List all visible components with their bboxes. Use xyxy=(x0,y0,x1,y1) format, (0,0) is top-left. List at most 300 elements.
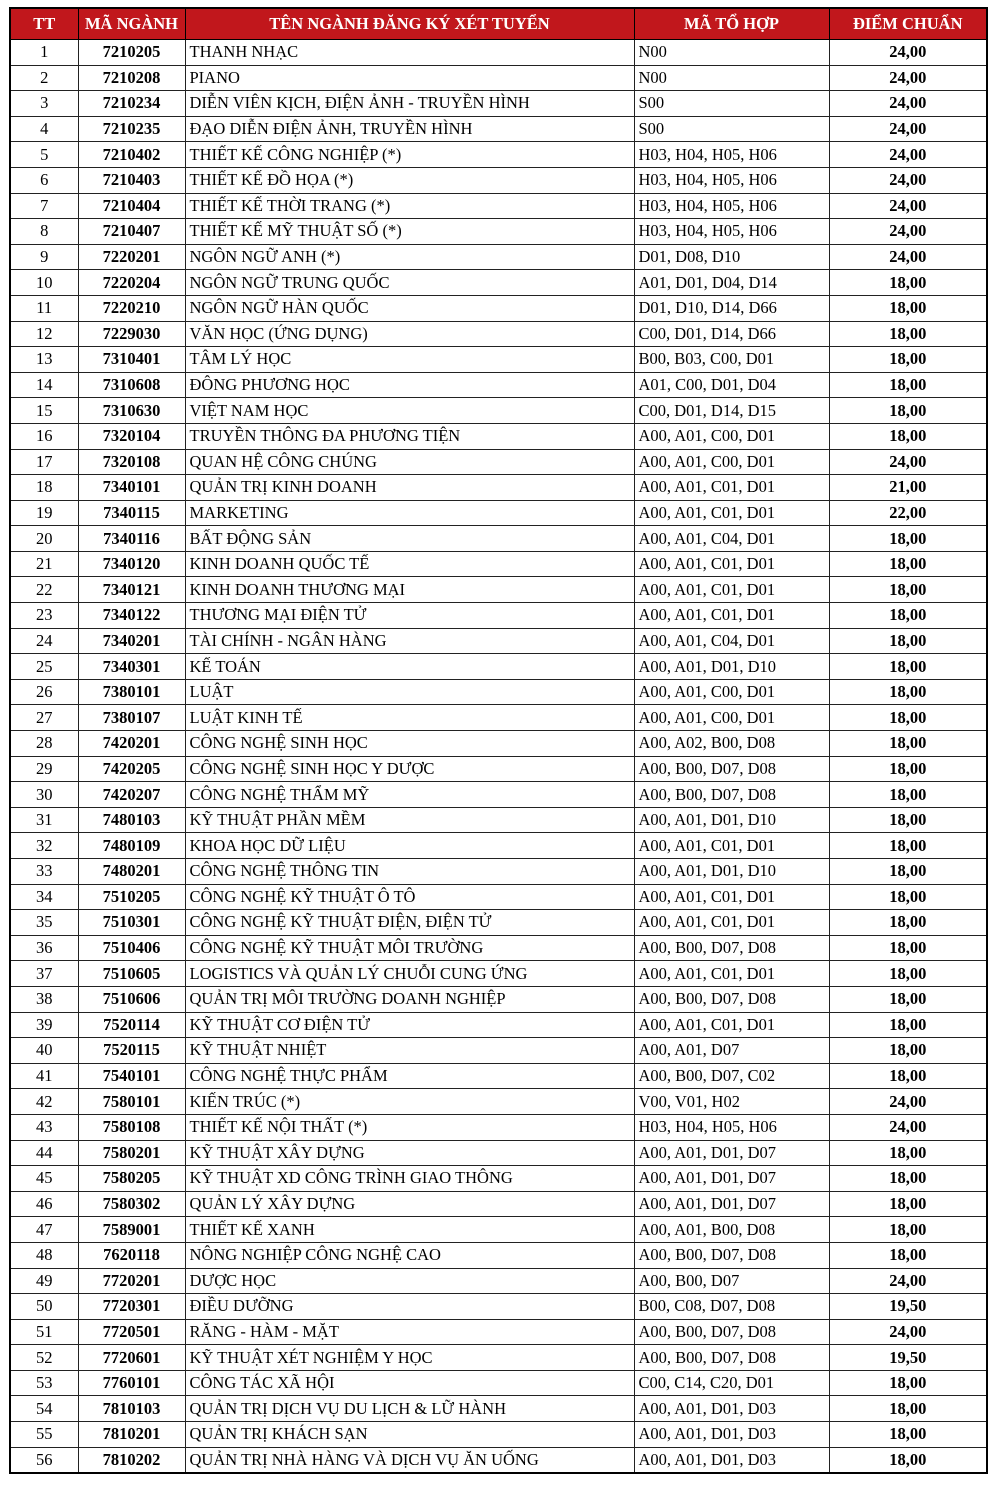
cell-major-name: KỸ THUẬT NHIỆT xyxy=(185,1038,634,1064)
cell-major-name: CÔNG NGHỆ SINH HỌC xyxy=(185,731,634,757)
cell-tt: 6 xyxy=(10,167,78,193)
cell-cutoff-score: 22,00 xyxy=(829,500,987,526)
admission-scores-table xyxy=(9,7,988,1474)
table-row xyxy=(10,193,987,219)
cell-subject-combo: H03, H04, H05, H06 xyxy=(634,1114,829,1140)
cell-major-name: ĐÔNG PHƯƠNG HỌC xyxy=(185,372,634,398)
table-row xyxy=(10,475,987,501)
table-row xyxy=(10,372,987,398)
cell-subject-combo: A00, A01, C01, D01 xyxy=(634,500,829,526)
cell-subject-combo: A00, B00, D07, C02 xyxy=(634,1063,829,1089)
cell-tt: 11 xyxy=(10,295,78,321)
table-row xyxy=(10,910,987,936)
table-header xyxy=(10,8,987,40)
cell-cutoff-score: 18,00 xyxy=(829,884,987,910)
cell-tt: 48 xyxy=(10,1242,78,1268)
table-row xyxy=(10,65,987,91)
cell-major-name: TRUYỀN THÔNG ĐA PHƯƠNG TIỆN xyxy=(185,423,634,449)
cell-tt: 32 xyxy=(10,833,78,859)
cell-tt: 41 xyxy=(10,1063,78,1089)
cell-tt: 13 xyxy=(10,347,78,373)
cell-cutoff-score: 18,00 xyxy=(829,423,987,449)
cell-tt: 36 xyxy=(10,935,78,961)
cell-major-name: THANH NHẠC xyxy=(185,40,634,66)
cell-subject-combo: A00, A01, D01, D07 xyxy=(634,1191,829,1217)
table-row xyxy=(10,116,987,142)
table-row xyxy=(10,347,987,373)
table-row xyxy=(10,526,987,552)
table-row xyxy=(10,1217,987,1243)
cell-major-name: THƯƠNG MẠI ĐIỆN TỬ xyxy=(185,603,634,629)
cell-cutoff-score: 18,00 xyxy=(829,1038,987,1064)
cell-tt: 27 xyxy=(10,705,78,731)
table-row xyxy=(10,756,987,782)
cell-major-code: 7229030 xyxy=(78,321,185,347)
cell-major-code: 7620118 xyxy=(78,1242,185,1268)
table-row xyxy=(10,1038,987,1064)
table-row xyxy=(10,731,987,757)
cell-subject-combo: A00, B00, D07 xyxy=(634,1268,829,1294)
cell-major-code: 7340301 xyxy=(78,654,185,680)
cell-subject-combo: A00, A01, B00, D08 xyxy=(634,1217,829,1243)
cell-tt: 44 xyxy=(10,1140,78,1166)
cell-tt: 29 xyxy=(10,756,78,782)
cell-cutoff-score: 18,00 xyxy=(829,628,987,654)
table-row xyxy=(10,1319,987,1345)
cell-major-name: KỸ THUẬT XD CÔNG TRÌNH GIAO THÔNG xyxy=(185,1166,634,1192)
cell-major-code: 7520115 xyxy=(78,1038,185,1064)
cell-major-code: 7210402 xyxy=(78,142,185,168)
cell-tt: 2 xyxy=(10,65,78,91)
cell-tt: 5 xyxy=(10,142,78,168)
cell-cutoff-score: 18,00 xyxy=(829,603,987,629)
cell-major-code: 7510205 xyxy=(78,884,185,910)
cell-major-name: KỸ THUẬT CƠ ĐIỆN TỬ xyxy=(185,1012,634,1038)
cell-cutoff-score: 18,00 xyxy=(829,986,987,1012)
cell-subject-combo: A00, A01, C00, D01 xyxy=(634,449,829,475)
cell-major-code: 7340121 xyxy=(78,577,185,603)
cell-cutoff-score: 24,00 xyxy=(829,449,987,475)
cell-tt: 22 xyxy=(10,577,78,603)
cell-subject-combo: A00, A01, D01, D07 xyxy=(634,1140,829,1166)
cell-major-name: CÔNG NGHỆ THỰC PHẨM xyxy=(185,1063,634,1089)
cell-tt: 40 xyxy=(10,1038,78,1064)
table-row xyxy=(10,1191,987,1217)
cell-major-name: VĂN HỌC (ỨNG DỤNG) xyxy=(185,321,634,347)
cell-tt: 23 xyxy=(10,603,78,629)
cell-tt: 49 xyxy=(10,1268,78,1294)
cell-tt: 25 xyxy=(10,654,78,680)
table-row xyxy=(10,321,987,347)
cell-subject-combo: S00 xyxy=(634,91,829,117)
cell-major-name: QUẢN TRỊ KHÁCH SẠN xyxy=(185,1422,634,1448)
cell-tt: 50 xyxy=(10,1294,78,1320)
cell-major-code: 7340120 xyxy=(78,551,185,577)
cell-subject-combo: D01, D10, D14, D66 xyxy=(634,295,829,321)
cell-major-name: KỸ THUẬT PHẦN MỀM xyxy=(185,807,634,833)
cell-tt: 42 xyxy=(10,1089,78,1115)
cell-major-code: 7810103 xyxy=(78,1396,185,1422)
cell-cutoff-score: 18,00 xyxy=(829,526,987,552)
cell-major-name: TÂM LÝ HỌC xyxy=(185,347,634,373)
header-row xyxy=(10,8,987,40)
cell-major-code: 7220201 xyxy=(78,244,185,270)
cell-major-name: MARKETING xyxy=(185,500,634,526)
cell-subject-combo: A00, A01, C00, D01 xyxy=(634,705,829,731)
cell-tt: 35 xyxy=(10,910,78,936)
cell-tt: 7 xyxy=(10,193,78,219)
table-row xyxy=(10,705,987,731)
cell-subject-combo: C00, C14, C20, D01 xyxy=(634,1370,829,1396)
cell-major-name: LOGISTICS VÀ QUẢN LÝ CHUỖI CUNG ỨNG xyxy=(185,961,634,987)
admission-scores-document xyxy=(9,7,986,1474)
cell-major-code: 7580201 xyxy=(78,1140,185,1166)
cell-major-code: 7510606 xyxy=(78,986,185,1012)
cell-major-code: 7310401 xyxy=(78,347,185,373)
cell-subject-combo: C00, D01, D14, D15 xyxy=(634,398,829,424)
cell-cutoff-score: 24,00 xyxy=(829,219,987,245)
cell-major-name: NGÔN NGỮ HÀN QUỐC xyxy=(185,295,634,321)
cell-major-name: KIẾN TRÚC (*) xyxy=(185,1089,634,1115)
cell-major-code: 7420205 xyxy=(78,756,185,782)
table-row xyxy=(10,270,987,296)
cell-major-code: 7310630 xyxy=(78,398,185,424)
cell-major-code: 7720601 xyxy=(78,1345,185,1371)
cell-cutoff-score: 18,00 xyxy=(829,372,987,398)
table-row xyxy=(10,654,987,680)
table-row xyxy=(10,423,987,449)
table-row xyxy=(10,961,987,987)
cell-subject-combo: V00, V01, H02 xyxy=(634,1089,829,1115)
cell-major-code: 7210208 xyxy=(78,65,185,91)
cell-cutoff-score: 24,00 xyxy=(829,91,987,117)
cell-major-code: 7340122 xyxy=(78,603,185,629)
table-row xyxy=(10,1140,987,1166)
table-row xyxy=(10,1063,987,1089)
table-row xyxy=(10,1012,987,1038)
cell-cutoff-score: 24,00 xyxy=(829,244,987,270)
table-row xyxy=(10,577,987,603)
cell-tt: 20 xyxy=(10,526,78,552)
cell-cutoff-score: 24,00 xyxy=(829,116,987,142)
cell-tt: 34 xyxy=(10,884,78,910)
cell-subject-combo: H03, H04, H05, H06 xyxy=(634,219,829,245)
cell-cutoff-score: 24,00 xyxy=(829,1319,987,1345)
cell-tt: 52 xyxy=(10,1345,78,1371)
cell-cutoff-score: 19,50 xyxy=(829,1345,987,1371)
cell-major-name: BẤT ĐỘNG SẢN xyxy=(185,526,634,552)
cell-subject-combo: A00, A01, D01, D10 xyxy=(634,807,829,833)
table-row xyxy=(10,1370,987,1396)
cell-cutoff-score: 18,00 xyxy=(829,705,987,731)
cell-major-code: 7510406 xyxy=(78,935,185,961)
cell-major-name: KINH DOANH THƯƠNG MẠI xyxy=(185,577,634,603)
cell-cutoff-score: 18,00 xyxy=(829,1140,987,1166)
cell-major-code: 7210407 xyxy=(78,219,185,245)
cell-major-name: KỸ THUẬT XÉT NGHIỆM Y HỌC xyxy=(185,1345,634,1371)
cell-subject-combo: A01, C00, D01, D04 xyxy=(634,372,829,398)
cell-cutoff-score: 18,00 xyxy=(829,756,987,782)
cell-subject-combo: A00, A01, C00, D01 xyxy=(634,679,829,705)
table-row xyxy=(10,1268,987,1294)
cell-cutoff-score: 18,00 xyxy=(829,782,987,808)
cell-subject-combo: A00, B00, D07, D08 xyxy=(634,1319,829,1345)
cell-cutoff-score: 18,00 xyxy=(829,1447,987,1473)
cell-cutoff-score: 18,00 xyxy=(829,1012,987,1038)
cell-subject-combo: A00, A01, C01, D01 xyxy=(634,475,829,501)
cell-cutoff-score: 18,00 xyxy=(829,833,987,859)
cell-major-name: NÔNG NGHIỆP CÔNG NGHỆ CAO xyxy=(185,1242,634,1268)
cell-subject-combo: A00, A01, C04, D01 xyxy=(634,526,829,552)
table-row xyxy=(10,449,987,475)
cell-tt: 31 xyxy=(10,807,78,833)
cell-cutoff-score: 18,00 xyxy=(829,1396,987,1422)
cell-major-name: CÔNG NGHỆ THẨM MỸ xyxy=(185,782,634,808)
table-row xyxy=(10,859,987,885)
cell-subject-combo: C00, D01, D14, D66 xyxy=(634,321,829,347)
cell-tt: 33 xyxy=(10,859,78,885)
cell-major-code: 7340101 xyxy=(78,475,185,501)
cell-major-code: 7340115 xyxy=(78,500,185,526)
cell-major-name: QUẢN TRỊ NHÀ HÀNG VÀ DỊCH VỤ ĂN UỐNG xyxy=(185,1447,634,1473)
cell-major-name: QUẢN TRỊ KINH DOANH xyxy=(185,475,634,501)
cell-major-name: ĐẠO DIỄN ĐIỆN ẢNH, TRUYỀN HÌNH xyxy=(185,116,634,142)
column-header-combo: MÃ TỔ HỢP xyxy=(634,8,829,40)
cell-subject-combo: D01, D08, D10 xyxy=(634,244,829,270)
cell-major-code: 7520114 xyxy=(78,1012,185,1038)
cell-cutoff-score: 24,00 xyxy=(829,1268,987,1294)
column-header-tt: TT xyxy=(10,8,78,40)
cell-major-code: 7210234 xyxy=(78,91,185,117)
cell-subject-combo: A00, A01, C01, D01 xyxy=(634,884,829,910)
cell-major-name: QUẢN TRỊ MÔI TRƯỜNG DOANH NGHIỆP xyxy=(185,986,634,1012)
cell-major-code: 7210403 xyxy=(78,167,185,193)
cell-tt: 47 xyxy=(10,1217,78,1243)
cell-cutoff-score: 18,00 xyxy=(829,1422,987,1448)
cell-major-code: 7540101 xyxy=(78,1063,185,1089)
table-row xyxy=(10,1294,987,1320)
cell-major-code: 7510301 xyxy=(78,910,185,936)
cell-major-name: CÔNG TÁC XÃ HỘI xyxy=(185,1370,634,1396)
cell-subject-combo: A00, A01, C01, D01 xyxy=(634,1012,829,1038)
cell-major-code: 7210404 xyxy=(78,193,185,219)
cell-cutoff-score: 18,00 xyxy=(829,961,987,987)
cell-cutoff-score: 21,00 xyxy=(829,475,987,501)
cell-subject-combo: A00, A01, C01, D01 xyxy=(634,910,829,936)
cell-cutoff-score: 18,00 xyxy=(829,577,987,603)
cell-subject-combo: A00, A01, C01, D01 xyxy=(634,603,829,629)
cell-major-name: VIỆT NAM HỌC xyxy=(185,398,634,424)
cell-major-name: DƯỢC HỌC xyxy=(185,1268,634,1294)
cell-tt: 1 xyxy=(10,40,78,66)
cell-tt: 46 xyxy=(10,1191,78,1217)
table-row xyxy=(10,1396,987,1422)
cell-cutoff-score: 18,00 xyxy=(829,859,987,885)
cell-subject-combo: A00, A01, C00, D01 xyxy=(634,423,829,449)
cell-subject-combo: B00, C08, D07, D08 xyxy=(634,1294,829,1320)
cell-tt: 54 xyxy=(10,1396,78,1422)
table-row xyxy=(10,219,987,245)
table-row xyxy=(10,1447,987,1473)
cell-major-name: THIẾT KẾ XANH xyxy=(185,1217,634,1243)
cell-cutoff-score: 18,00 xyxy=(829,270,987,296)
cell-tt: 56 xyxy=(10,1447,78,1473)
table-row xyxy=(10,1422,987,1448)
cell-subject-combo: A00, A01, C01, D01 xyxy=(634,961,829,987)
cell-major-code: 7580302 xyxy=(78,1191,185,1217)
cell-subject-combo: A00, A01, D07 xyxy=(634,1038,829,1064)
cell-major-name: KẾ TOÁN xyxy=(185,654,634,680)
cell-major-name: PIANO xyxy=(185,65,634,91)
cell-major-code: 7220204 xyxy=(78,270,185,296)
cell-tt: 19 xyxy=(10,500,78,526)
cell-subject-combo: A00, A01, C01, D01 xyxy=(634,577,829,603)
cell-cutoff-score: 18,00 xyxy=(829,1370,987,1396)
cell-major-name: LUẬT KINH TẾ xyxy=(185,705,634,731)
cell-major-code: 7720201 xyxy=(78,1268,185,1294)
cell-major-code: 7580108 xyxy=(78,1114,185,1140)
cell-tt: 37 xyxy=(10,961,78,987)
table-row xyxy=(10,603,987,629)
cell-tt: 24 xyxy=(10,628,78,654)
table-row xyxy=(10,935,987,961)
cell-major-code: 7380107 xyxy=(78,705,185,731)
cell-subject-combo: A00, A01, D01, D10 xyxy=(634,654,829,680)
cell-major-code: 7210235 xyxy=(78,116,185,142)
cell-subject-combo: A00, B00, D07, D08 xyxy=(634,1242,829,1268)
cell-major-code: 7420201 xyxy=(78,731,185,757)
cell-subject-combo: H03, H04, H05, H06 xyxy=(634,193,829,219)
cell-major-name: QUẢN LÝ XÂY DỰNG xyxy=(185,1191,634,1217)
cell-major-code: 7340116 xyxy=(78,526,185,552)
cell-major-code: 7480109 xyxy=(78,833,185,859)
cell-major-name: NGÔN NGỮ ANH (*) xyxy=(185,244,634,270)
column-header-code: MÃ NGÀNH xyxy=(78,8,185,40)
cell-major-code: 7720501 xyxy=(78,1319,185,1345)
table-row xyxy=(10,40,987,66)
cell-major-code: 7810202 xyxy=(78,1447,185,1473)
column-header-name: TÊN NGÀNH ĐĂNG KÝ XÉT TUYỂN xyxy=(185,8,634,40)
cell-subject-combo: A00, B00, D07, D08 xyxy=(634,986,829,1012)
cell-subject-combo: A00, B00, D07, D08 xyxy=(634,935,829,961)
table-row xyxy=(10,398,987,424)
cell-tt: 3 xyxy=(10,91,78,117)
cell-major-name: QUẢN TRỊ DỊCH VỤ DU LỊCH & LỮ HÀNH xyxy=(185,1396,634,1422)
cell-cutoff-score: 18,00 xyxy=(829,807,987,833)
table-row xyxy=(10,833,987,859)
cell-cutoff-score: 24,00 xyxy=(829,193,987,219)
cell-major-code: 7760101 xyxy=(78,1370,185,1396)
cell-major-name: CÔNG NGHỆ THÔNG TIN xyxy=(185,859,634,885)
cell-subject-combo: A00, A01, D01, D07 xyxy=(634,1166,829,1192)
cell-major-code: 7310608 xyxy=(78,372,185,398)
cell-major-code: 7380101 xyxy=(78,679,185,705)
cell-cutoff-score: 18,00 xyxy=(829,910,987,936)
cell-major-code: 7580101 xyxy=(78,1089,185,1115)
cell-tt: 55 xyxy=(10,1422,78,1448)
cell-major-code: 7210205 xyxy=(78,40,185,66)
table-row xyxy=(10,295,987,321)
table-row xyxy=(10,1089,987,1115)
table-row xyxy=(10,142,987,168)
table-row xyxy=(10,884,987,910)
cell-subject-combo: A00, A01, D01, D10 xyxy=(634,859,829,885)
cell-major-name: KHOA HỌC DỮ LIỆU xyxy=(185,833,634,859)
cell-subject-combo: A00, A01, C04, D01 xyxy=(634,628,829,654)
cell-cutoff-score: 24,00 xyxy=(829,1089,987,1115)
cell-subject-combo: A00, B00, D07, D08 xyxy=(634,756,829,782)
cell-subject-combo: A00, B00, D07, D08 xyxy=(634,782,829,808)
cell-cutoff-score: 18,00 xyxy=(829,935,987,961)
cell-major-code: 7480201 xyxy=(78,859,185,885)
cell-tt: 9 xyxy=(10,244,78,270)
cell-major-name: DIỄN VIÊN KỊCH, ĐIỆN ẢNH - TRUYỀN HÌNH xyxy=(185,91,634,117)
table-row xyxy=(10,1345,987,1371)
cell-cutoff-score: 24,00 xyxy=(829,40,987,66)
cell-subject-combo: A00, B00, D07, D08 xyxy=(634,1345,829,1371)
table-row xyxy=(10,679,987,705)
table-row xyxy=(10,500,987,526)
cell-tt: 8 xyxy=(10,219,78,245)
cell-cutoff-score: 18,00 xyxy=(829,1242,987,1268)
cell-major-code: 7220210 xyxy=(78,295,185,321)
cell-major-name: ĐIỀU DƯỠNG xyxy=(185,1294,634,1320)
cell-cutoff-score: 18,00 xyxy=(829,679,987,705)
table-row xyxy=(10,1114,987,1140)
cell-major-name: QUAN HỆ CÔNG CHÚNG xyxy=(185,449,634,475)
cell-major-code: 7589001 xyxy=(78,1217,185,1243)
cell-cutoff-score: 18,00 xyxy=(829,295,987,321)
cell-major-name: KỸ THUẬT XÂY DỰNG xyxy=(185,1140,634,1166)
cell-tt: 10 xyxy=(10,270,78,296)
cell-cutoff-score: 18,00 xyxy=(829,398,987,424)
cell-subject-combo: B00, B03, C00, D01 xyxy=(634,347,829,373)
cell-major-name: THIẾT KẾ CÔNG NGHIỆP (*) xyxy=(185,142,634,168)
cell-tt: 45 xyxy=(10,1166,78,1192)
cell-major-name: THIẾT KẾ THỜI TRANG (*) xyxy=(185,193,634,219)
cell-cutoff-score: 18,00 xyxy=(829,1191,987,1217)
cell-tt: 17 xyxy=(10,449,78,475)
cell-tt: 15 xyxy=(10,398,78,424)
cell-major-code: 7420207 xyxy=(78,782,185,808)
cell-major-name: CÔNG NGHỆ SINH HỌC Y DƯỢC xyxy=(185,756,634,782)
cell-subject-combo: H03, H04, H05, H06 xyxy=(634,142,829,168)
cell-cutoff-score: 18,00 xyxy=(829,1217,987,1243)
column-header-score: ĐIỂM CHUẨN xyxy=(829,8,987,40)
cell-cutoff-score: 24,00 xyxy=(829,65,987,91)
cell-major-name: CÔNG NGHỆ KỸ THUẬT Ô TÔ xyxy=(185,884,634,910)
table-row xyxy=(10,91,987,117)
table-row xyxy=(10,1242,987,1268)
cell-tt: 18 xyxy=(10,475,78,501)
cell-tt: 4 xyxy=(10,116,78,142)
cell-subject-combo: A00, A01, C01, D01 xyxy=(634,833,829,859)
cell-major-name: THIẾT KẾ MỸ THUẬT SỐ (*) xyxy=(185,219,634,245)
cell-major-code: 7810201 xyxy=(78,1422,185,1448)
cell-subject-combo: N00 xyxy=(634,40,829,66)
cell-cutoff-score: 18,00 xyxy=(829,321,987,347)
cell-major-name: THIẾT KẾ ĐỒ HỌA (*) xyxy=(185,167,634,193)
cell-subject-combo: A00, A02, B00, D08 xyxy=(634,731,829,757)
cell-major-code: 7480103 xyxy=(78,807,185,833)
cell-tt: 21 xyxy=(10,551,78,577)
table-row xyxy=(10,807,987,833)
cell-cutoff-score: 24,00 xyxy=(829,142,987,168)
cell-tt: 28 xyxy=(10,731,78,757)
cell-major-code: 7720301 xyxy=(78,1294,185,1320)
cell-subject-combo: H03, H04, H05, H06 xyxy=(634,167,829,193)
cell-cutoff-score: 18,00 xyxy=(829,1063,987,1089)
